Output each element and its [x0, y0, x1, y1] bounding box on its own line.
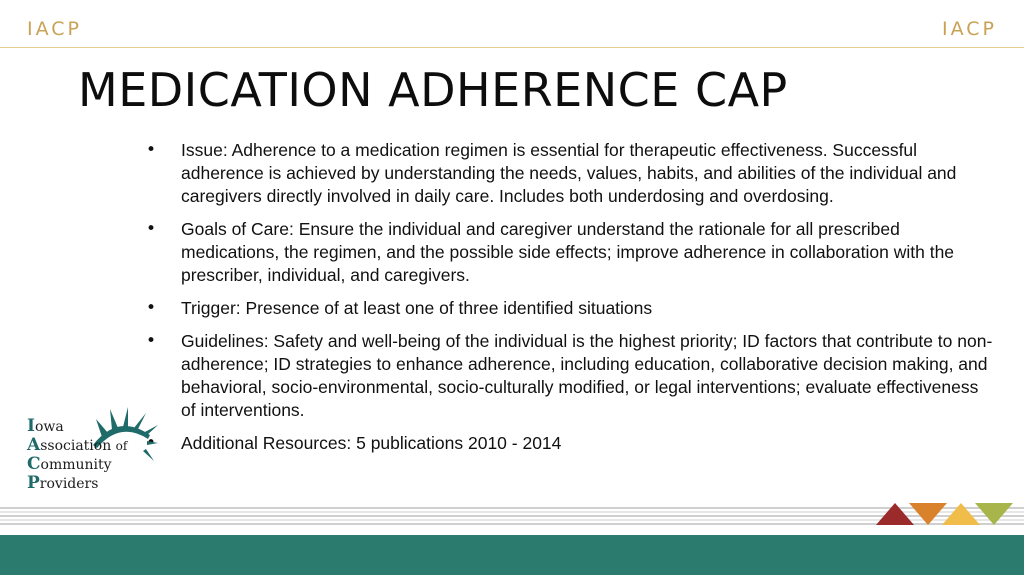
triangle-orange-icon: [909, 503, 947, 525]
bullet-resources: [146, 432, 996, 455]
brand-left: IACP: [27, 18, 82, 40]
bullet-issue: [146, 139, 996, 208]
header-divider: [0, 47, 1024, 48]
bullet-dot: •: [146, 298, 157, 318]
triangle-yellow-icon: [942, 503, 980, 525]
bullet-dot: •: [146, 140, 157, 160]
logo-line-community: Community: [27, 454, 112, 474]
bullet-trigger: [146, 297, 996, 320]
bullet-text: Issue: Adherence to a medication regimen is essential for therapeutic effectiveness. Successful adherence is achieved by understanding the needs, values, habits, and abilities of the individual and caregivers directly involved in daily care. Includes both underdosing and overdosing.: [181, 140, 957, 206]
logo-line-iowa: Iowa: [27, 416, 64, 436]
decorative-stripes: [0, 507, 1024, 525]
logo-line-association: Association of: [27, 435, 128, 455]
bullet-text: Goals of Care: Ensure the individual and caregiver understand the rationale for all prescribed medications, the regimen, and the possible side effects; improve adherence in collaboration with the prescriber, individual, and caregivers.: [181, 219, 955, 285]
bullet-list: [146, 139, 996, 465]
slide-title: MEDICATION ADHERENCE CAP: [78, 63, 788, 117]
bullet-text: Trigger: Presence of at least one of three identified situations: [181, 298, 653, 318]
logo-line-providers: Providers: [27, 473, 99, 493]
decorative-triangles: [876, 501, 1016, 527]
triangle-green-icon: [975, 503, 1013, 525]
bullet-dot: •: [146, 219, 157, 239]
iacp-logo: [22, 405, 157, 500]
bullet-text: Guidelines: Safety and well-being of the individual is the highest priority; ID factors that contribute to non-adherence; ID strategies to enhance adherence, including education, collaborative decision making, and behavioral, socio-environmental, socio-culturally modified, or legal interventions; evaluate effectiveness of interventions.: [181, 331, 993, 420]
footer-bar: [0, 535, 1024, 575]
bullet-dot: •: [146, 331, 157, 351]
bullet-goals: [146, 218, 996, 287]
bullet-guidelines: [146, 330, 996, 422]
triangle-red-icon: [876, 503, 914, 525]
bullet-text: Additional Resources: 5 publications 2010 - 2014: [181, 433, 562, 453]
brand-right: IACP: [942, 18, 997, 40]
